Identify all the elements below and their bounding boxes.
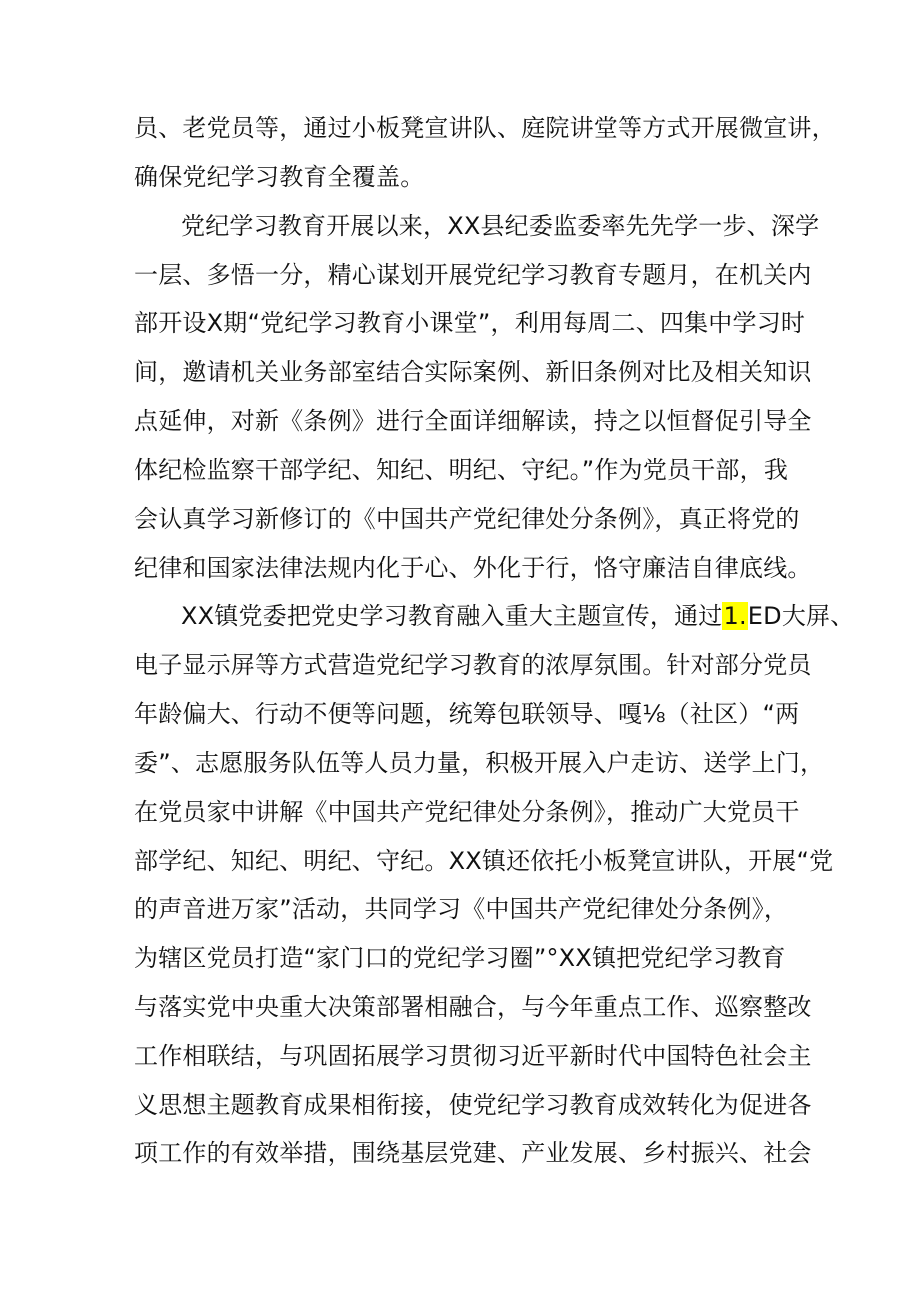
- text-line-10: 纪律和国家法律法规内化于心、外化于行，恪守廉洁自律底线。: [134, 554, 812, 582]
- text-line-18: 为辖区党员打造“家门口的党纪学习圈”°XX镇把党纪学习教育: [134, 944, 786, 972]
- text-line-11-end: ED大屏、: [747, 602, 855, 630]
- text-line-22: 项工作的有效举措，围绕基层党建、产业发展、乡村振兴、社会: [134, 1139, 812, 1167]
- text-line-3: 党纪学习教育开展以来，XX县纪委监委率先先学一步、深学: [181, 212, 820, 240]
- text-line-16: 部学纪、知纪、明纪、守纪。XX镇还依托小板凳宣讲队，开展“党: [134, 847, 834, 875]
- text-line-15: 在党员家中讲解《中国共产党纪律处分条例》，推动广大党员干: [134, 798, 800, 826]
- text-line-12: 电子显示屏等方式营造党纪学习教育的浓厚氛围。针对部分党员: [134, 651, 812, 679]
- text-line-21: 义思想主题教育成果相衔接，使党纪学习教育成效转化为促进各: [134, 1091, 812, 1119]
- text-line-8: 体纪检监察干部学纪、知纪、明纪、守纪。”作为党员干部，我: [134, 456, 789, 484]
- text-line-9: 会认真学习新修订的《中国共产党纪律处分条例》，真正将党的: [134, 505, 800, 533]
- highlighted-text: 1.: [723, 602, 747, 630]
- text-line-20: 工作相联结，与巩固拓展学习贯彻习近平新时代中国特色社会主: [134, 1042, 812, 1070]
- text-line-14: 委”、志愿服务队伍等人员力量，积极开展入户走访、送学上门，: [134, 749, 825, 777]
- text-line-19: 与落实党中央重大决策部署相融合，与今年重点工作、巡察整改: [134, 993, 812, 1021]
- text-line-17: 的声音进万家”活动，共同学习《中国共产党纪律处分条例》，: [134, 895, 789, 923]
- text-line-6: 间，邀请机关业务部室结合实际案例、新旧条例对比及相关知识: [134, 358, 812, 386]
- text-line-7: 点延伸，对新《条例》进行全面详细解读，持之以恒督促引导全: [134, 407, 812, 435]
- text-line-4: 一层、多悟一分，精心谋划开展党纪学习教育专题月，在机关内: [134, 261, 812, 289]
- text-line-1: 员、老党员等，通过小板凳宣讲队、庭院讲堂等方式开展微宣讲，: [134, 114, 836, 142]
- text-line-11-start: XX镇党委把党史学习教育融入重大主题宣传，通过: [181, 602, 723, 630]
- text-line-13: 年龄偏大、行动不便等问题，统筹包联领导、嘎⅛（社区）“两: [134, 700, 800, 728]
- text-line-5: 部开设X期“党纪学习教育小课堂”，利用每周二、四集中学习时: [134, 309, 806, 337]
- text-line-2: 确保党纪学习教育全覆盖。: [134, 163, 425, 191]
- text-line-11: [181, 594, 854, 638]
